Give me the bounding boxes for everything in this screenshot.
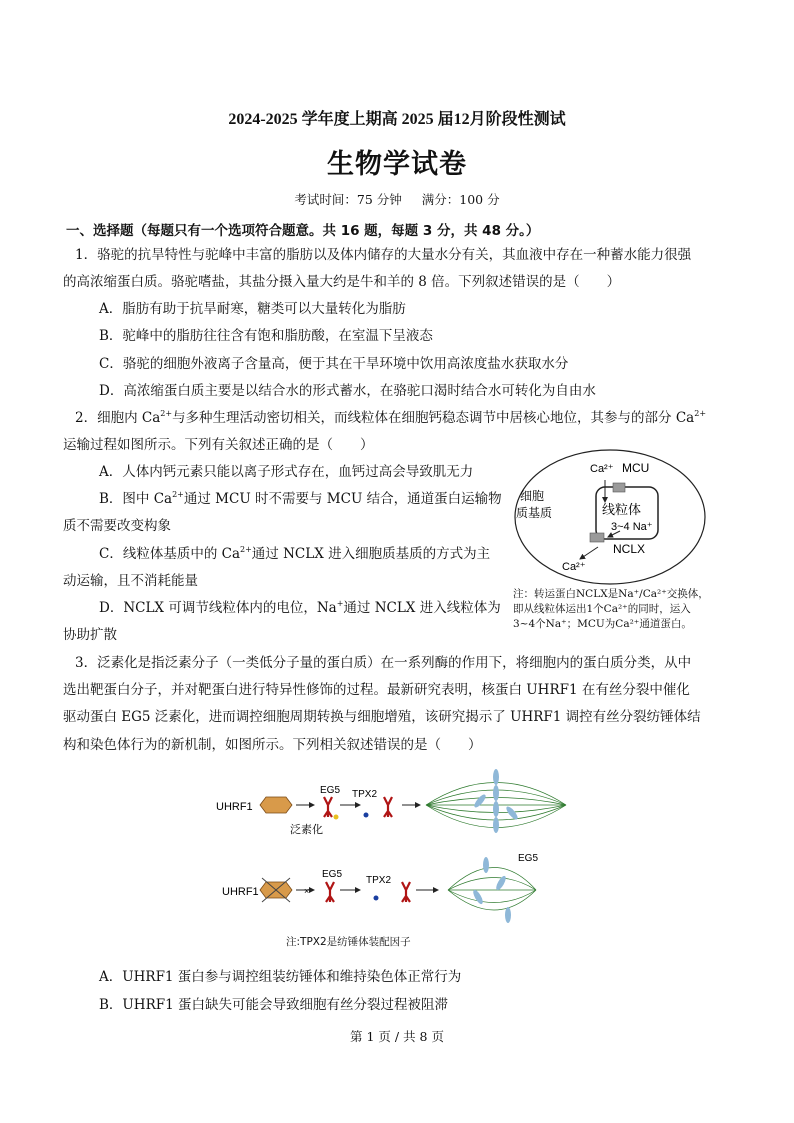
fig2-note-1: 注：转运蛋白NCLX是Na⁺/Ca²⁺交换体， (513, 588, 709, 600)
q2-option-d-1: D．NCLX 可调节线粒体内的电位，Na (99, 600, 337, 616)
fig3-uhrf1-bottom: UHRF1 (222, 886, 259, 898)
fig3-eg5-bottom: EG5 (322, 869, 343, 880)
q2-option-b-2: 通过 MCU 时不需要与 MCU 结合，通道蛋白运输物 (183, 491, 502, 507)
fig2-cytoplasm-2: 质基质 (516, 506, 553, 520)
ubiquitin-mark (334, 815, 339, 820)
q2-option-a: A．人体内钙元素只能以离子形式存在，血钙过高会导致肌无力 (99, 464, 474, 480)
uhrf1-protein-top (260, 797, 292, 813)
q1-option-d: D．高浓缩蛋白质主要是以结合水的形式蓄水，在骆驼口渴时结合水可转化为自由水 (99, 383, 596, 399)
fig3-ubiquitination: 泛素化 (290, 823, 323, 836)
fig2-mcu: MCU (622, 461, 650, 475)
q2-stem-1 (75, 409, 706, 427)
fig2-note-3: 3~4个Na⁺；MCU为Ca²⁺通道蛋白。 (513, 618, 692, 630)
q2-option-b-1: B．图中 Ca (99, 491, 173, 507)
spindle-figure (216, 765, 596, 935)
fig3-eg5-top: EG5 (320, 785, 341, 796)
exam-time: 考试时间：75 分钟 (294, 192, 402, 207)
q2-option-c-cont: 动运输，且不消耗能量 (63, 573, 198, 589)
q2-option-c-2: 通过 NCLX 进入细胞质基质的方式为主 (251, 546, 491, 562)
q2-option-b-cont: 质不需要改变构象 (63, 518, 171, 534)
eg5-protein-bottom (326, 882, 334, 902)
q2-stem-1b: 与多种生理活动密切相关，而线粒体在细胞钙稳态调节中居核心地位，其参与的部分 Ca (172, 410, 695, 426)
fig2-ca-bottom: Ca²⁺ (562, 561, 586, 573)
q3-stem-2: 选出靶蛋白分子，并对靶蛋白进行特异性修饰的过程。最新研究表明，核蛋白 UHRF1 在有丝分裂中催化 (63, 682, 690, 698)
fig2-ca-top: Ca²⁺ (590, 463, 614, 475)
section-heading: 一、选择题（每题只有一个选项符合题意。共 16 题，每题 3 分，共 48 分。） (66, 223, 540, 239)
eg5-protein-top (324, 797, 332, 817)
nclx-exchanger (590, 533, 604, 542)
exam-title: 2024-2025 学年度上期高 2025 届12月阶段性测试 (228, 111, 566, 128)
subject-title: 生物学试卷 (327, 149, 467, 180)
q2-stem-2: 运输过程如图所示。下列有关叙述正确的是（ ） (63, 437, 374, 453)
fig3-note: 注:TPX2是纺锤体装配因子 (286, 936, 411, 948)
fig2-cytoplasm-1: 细胞 (520, 489, 545, 503)
tpx2-dot-top (364, 813, 369, 818)
fig3-eg5-label: EG5 (518, 853, 539, 864)
fig2-mitochondrion: 线粒体 (602, 503, 642, 518)
fig2-nclx: NCLX (613, 542, 646, 556)
q2-option-c-sup: 2+ (240, 545, 252, 554)
q1-stem-2: 的高浓缩蛋白质。骆驼嗜盐，其盐分摄入量大约是牛和羊的 8 倍。下列叙述错误的是（ ） (63, 274, 621, 290)
q2-option-d-2: 通过 NCLX 进入线粒体为 (343, 600, 501, 616)
q3-option-a: A．UHRF1 蛋白参与调控组装纺锤体和维持染色体正常行为 (99, 969, 462, 985)
q1-stem-1: 1．骆驼的抗旱特性与驼峰中丰富的脂肪以及体内储存的大量水分有关，其血液中存在一种蓄水能力很强 (75, 247, 692, 263)
q2-option-c-1: C．线粒体基质中的 Ca (99, 546, 240, 562)
q3-stem-4: 构和染色体行为的新机制，如图所示。下列相关叙述错误的是（ ） (63, 737, 482, 753)
q3-stem-1: 3．泛素化是指泛素分子（一类低分子量的蛋白质）在一系列酶的作用下，将细胞内的蛋白质分类，从中 (75, 655, 692, 671)
exam-meta (0, 190, 794, 208)
q2-sup-1: 2+ (160, 409, 173, 418)
q2-option-c (99, 545, 490, 563)
q3-stem-3: 驱动蛋白 EG5 泛素化，进而调控细胞周期转换与细胞增殖，该研究揭示了 UHRF1 调控有丝分裂纺锤体结 (63, 709, 701, 725)
q2-option-b-sup: 2+ (172, 490, 184, 499)
ca-out-arrow (580, 547, 598, 559)
q1-option-b: B．驼峰中的脂肪往往含有饱和脂肪酸，在室温下呈液态 (99, 328, 433, 344)
fig3-tpx2-bottom: TPX2 (366, 875, 392, 886)
q2-option-d-sup: + (336, 599, 344, 608)
fig2-note (513, 587, 728, 632)
mcu-channel (613, 483, 625, 492)
tpx2-dot-bottom (374, 896, 379, 901)
q1-option-a: A．脂肪有助于抗旱耐寒，糖类可以大量转化为脂肪 (99, 301, 406, 317)
fig3-cross-mark: × (304, 886, 310, 896)
page-footer: 第 1 页 / 共 8 页 (350, 1029, 444, 1044)
tpx2-complex-bottom (402, 882, 410, 902)
q2-stem-1a: 2．细胞内 Ca (75, 410, 161, 426)
mitochondria-figure (510, 447, 710, 587)
fig3-uhrf1-top: UHRF1 (216, 801, 253, 813)
q1-option-c: C．骆驼的细胞外液离子含量高，便于其在干旱环境中饮用高浓度盐水获取水分 (99, 356, 569, 372)
fig3-tpx2-top: TPX2 (352, 789, 378, 800)
q2-option-d (99, 599, 501, 617)
fig2-na: 3~4 Na⁺ (611, 521, 653, 533)
tpx2-complex-top (384, 797, 392, 817)
q2-option-b (99, 490, 502, 508)
exam-score: 满分：100 分 (421, 192, 500, 207)
q2-option-d-cont: 协助扩散 (63, 627, 117, 643)
q2-sup-2: 2+ (694, 409, 707, 418)
abnormal-spindle (448, 868, 536, 911)
chromosomes-top (473, 769, 520, 833)
fig2-note-2: 即从线粒体运出1个Ca²⁺的同时，运入 (513, 603, 691, 615)
q3-option-b: B．UHRF1 蛋白缺失可能会导致细胞有丝分裂过程被阻滞 (99, 997, 448, 1013)
